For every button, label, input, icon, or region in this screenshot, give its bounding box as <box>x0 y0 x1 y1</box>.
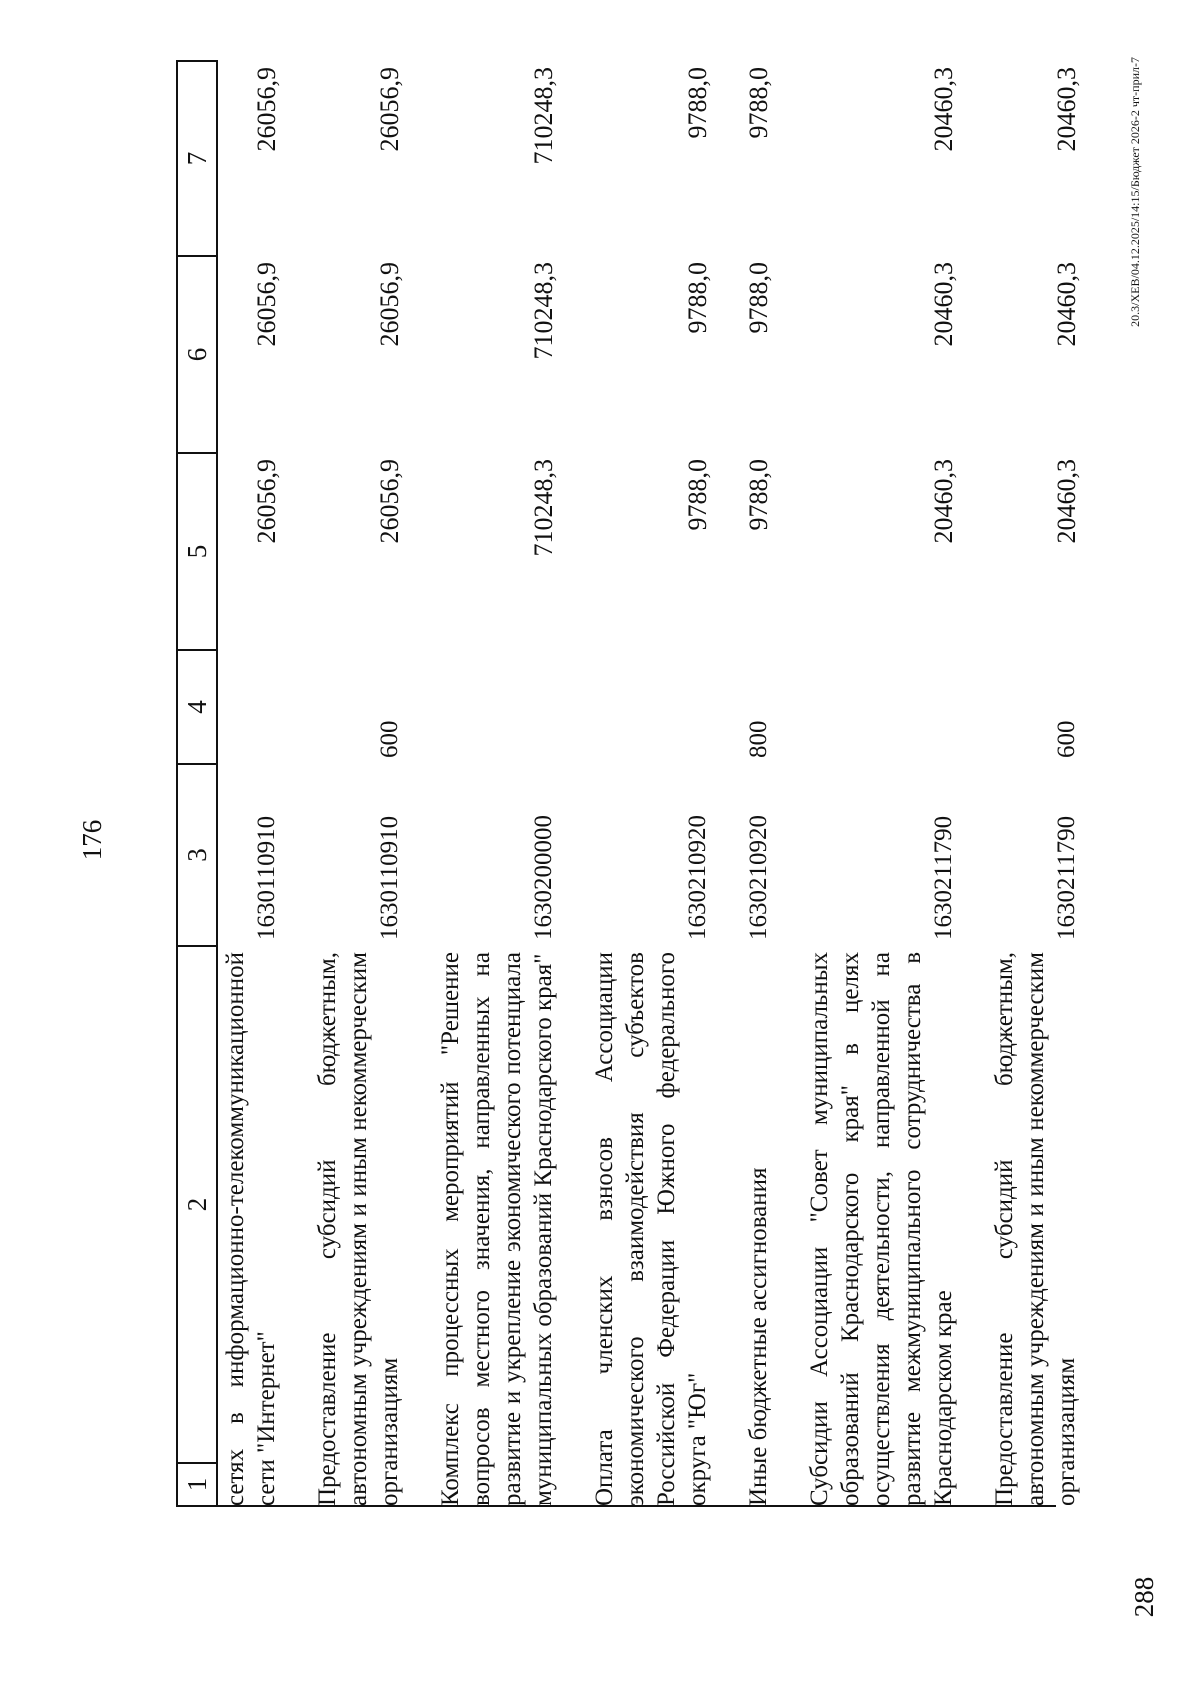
table-row <box>290 61 413 1506</box>
row-value-6: 20460,3 <box>1052 262 1081 347</box>
table-row <box>782 61 967 1506</box>
header-col-2: 2 <box>177 946 217 1463</box>
row-value-7: 710248,3 <box>529 67 558 165</box>
table-row <box>967 61 1090 1506</box>
row-value-7: 26056,9 <box>375 67 404 152</box>
table-body <box>217 61 1090 1506</box>
page-number: 176 <box>77 819 107 861</box>
row-description: Иные бюджетные ассигнования <box>745 1167 772 1506</box>
row-description: Субсидии Ассоциации "Совет муниципальных образований Краснодарского края" в целях осуществления деятельности, направленной на развитие межмуниципального сотрудничества в Краснодарском крае <box>806 952 957 1506</box>
row-code: 1630210920 <box>684 815 711 940</box>
row-value-5: 26056,9 <box>375 459 404 544</box>
row-value-7: 20460,3 <box>1052 67 1081 152</box>
row-value-5: 9788,0 <box>744 459 773 531</box>
header-col-4: 4 <box>177 650 217 764</box>
row-value-7: 9788,0 <box>683 67 712 139</box>
row-value-5: 20460,3 <box>929 459 958 544</box>
row-value-7: 20460,3 <box>929 67 958 152</box>
row-value-6: 20460,3 <box>929 262 958 347</box>
row-kind <box>782 650 967 764</box>
row-value-5: 9788,0 <box>683 459 712 531</box>
row-value-7: 26056,9 <box>252 67 281 152</box>
row-value-6: 9788,0 <box>683 262 712 334</box>
sheet-number: 288 <box>1129 1576 1159 1618</box>
row-value-5: 710248,3 <box>529 459 558 557</box>
row-value-5: 26056,9 <box>252 459 281 544</box>
row-kind: 600 <box>1053 720 1080 758</box>
row-description: сетях в информационно-телекоммуникационной сети "Интернет" <box>222 952 280 1506</box>
row-value-5: 20460,3 <box>1052 459 1081 544</box>
budget-table-wrapper <box>176 62 1081 1507</box>
row-kind: 600 <box>376 720 403 758</box>
row-kind <box>567 650 721 764</box>
table-header <box>177 61 217 1506</box>
table-row <box>413 61 567 1506</box>
row-code: 1630110910 <box>253 815 280 940</box>
header-col-5: 5 <box>177 453 217 650</box>
row-code: 1630210920 <box>745 815 772 940</box>
row-kind <box>217 650 290 764</box>
row-description: Предоставление субсидий бюджетным, автономным учреждениям и иным некоммерческим организациям <box>314 952 403 1506</box>
header-col-1: 1 <box>177 1463 217 1506</box>
header-col-3: 3 <box>177 764 217 946</box>
header-row <box>177 61 217 1506</box>
row-code: 1630110910 <box>376 815 403 940</box>
row-value-6: 9788,0 <box>744 262 773 334</box>
row-description: Оплата членских взносов Ассоциации экономического взаимодействия субъектов Российской Федерации Южного федерального округа "Юг" <box>591 952 711 1506</box>
header-col-6: 6 <box>177 256 217 453</box>
row-description: Комплекс процессных мероприятий "Решение вопросов местного значения, направленных на развитие и укрепление экономического потенциала муниципальных образований Краснодарского края" <box>437 952 557 1506</box>
row-description: Предоставление субсидий бюджетным, автономным учреждениям и иным некоммерческим организациям <box>991 952 1080 1506</box>
row-kind: 800 <box>745 720 772 758</box>
table-row <box>567 61 721 1506</box>
header-col-7: 7 <box>177 61 217 256</box>
table-row <box>217 61 290 1506</box>
left-border <box>214 1505 1056 1507</box>
row-code: 1630211790 <box>1053 815 1080 940</box>
row-value-6: 26056,9 <box>252 262 281 347</box>
row-value-6: 26056,9 <box>375 262 404 347</box>
footer-code: 20.3/ХЕВ/04.12.2025/14:15/Бюджет 2026-2 чт-прил-7 <box>1128 57 1142 327</box>
budget-table <box>176 60 1090 1507</box>
row-value-7: 9788,0 <box>744 67 773 139</box>
row-code: 1630200000 <box>530 815 557 940</box>
row-kind <box>413 650 567 764</box>
table-row <box>721 61 782 1506</box>
row-code: 1630211790 <box>930 815 957 940</box>
row-value-6: 710248,3 <box>529 262 558 360</box>
